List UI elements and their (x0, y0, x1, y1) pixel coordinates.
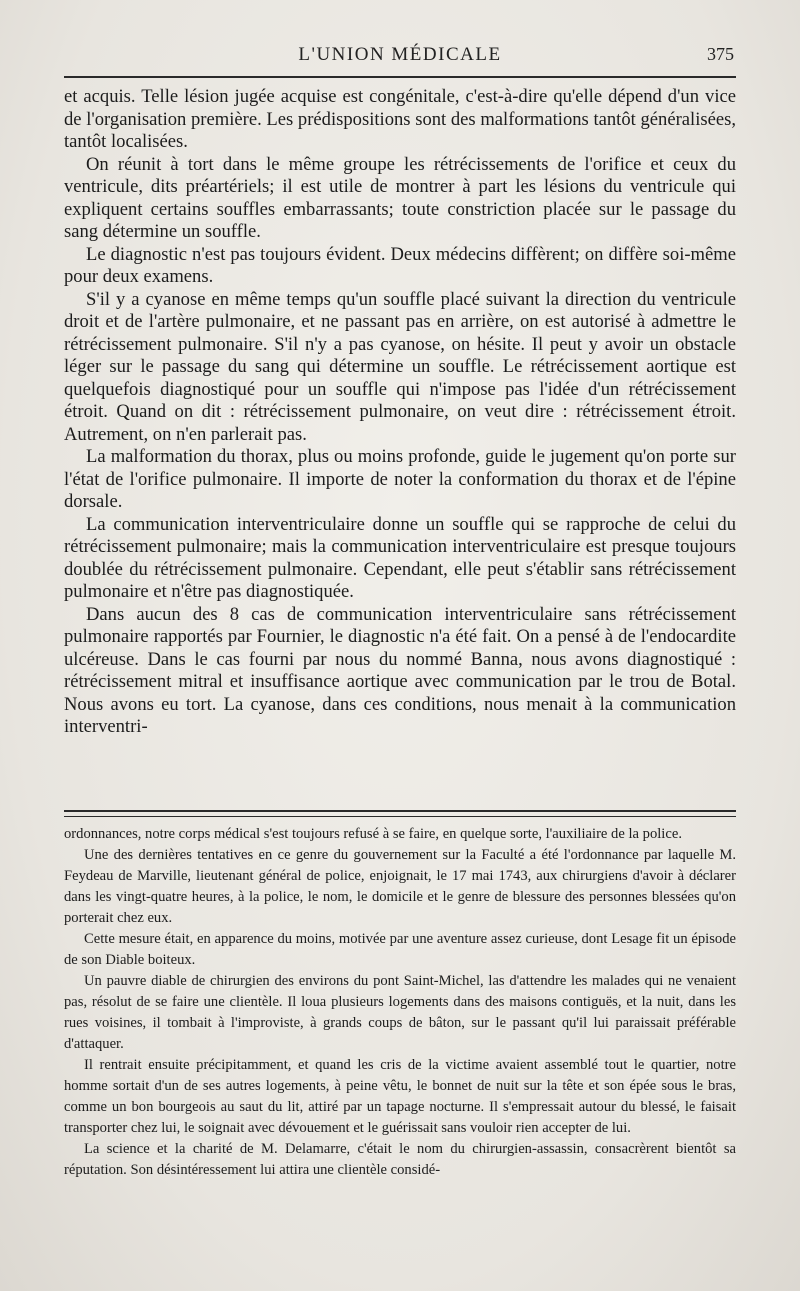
paragraph: La communication interventriculaire donne un souffle qui se rapproche de celui du rétrécissement pulmonaire; mais la communication interventriculaire est presque toujours doublée du rétrécissement pulmonaire. Cependant, elle peut s'établir sans rétrécissement pulmonaire et n'être pas diagnostiquée. (64, 513, 736, 602)
note-paragraph: La science et la charité de M. Delamarre, c'était le nom du chirurgien-assassin, consacrèrent bientôt sa réputation. Son désintéressement lui attira une clientèle considé- (64, 1141, 736, 1178)
note-paragraph: Un pauvre diable de chirurgien des environs du pont Saint-Michel, las d'attendre les malades qui ne venaient pas, résolut de se faire une clientèle. Il loua plusieurs logements dans des maisons contiguës, et la nuit, dans les rues voisines, il tombait à l'improviste, à grands coups de bâton, sur le passant qu'il lui paraissait préférable d'attaquer. (64, 973, 736, 1052)
page-number: 375 (707, 44, 734, 64)
paragraph: La malformation du thorax, plus ou moins profonde, guide le jugement qu'on porte sur l'état de l'orifice pulmonaire. Il importe de noter la conformation du thorax et de l'épine dorsale. (64, 446, 736, 512)
note-paragraph: ordonnances, notre corps médical s'est toujours refusé à se faire, en quelque sorte, l'auxiliaire de la police. (64, 826, 682, 842)
main-text (64, 86, 736, 739)
paragraph: Dans aucun des 8 cas de communication interventriculaire sans rétrécissement pulmonaire rapportés par Fournier, le diagnostic n'a été fait. On a pensé à de l'endocardite ulcéreuse. Dans le cas fourni par nous du nommé Banna, nous avons diagnostiqué : rétrécissement mitral et insuffisance aortique avec communication par le trou de Botal. Nous avons eu tort. La cyanose, dans ces conditions, nous menait à la communication interventri- (64, 603, 736, 737)
section-divider (64, 810, 736, 817)
note-paragraph: Cette mesure était, en apparence du moins, motivée par une aventure assez curieuse, dont Lesage fit un épisode de son Diable boiteux. (64, 931, 736, 968)
running-title: L'UNION MÉDICALE (298, 44, 502, 65)
page-header (64, 44, 736, 72)
feuilleton-text (64, 824, 736, 1181)
paragraph: On réunit à tort dans le même groupe les rétrécissements de l'orifice et ceux du ventricule, dits préartériels; il est utile de montrer à part les lésions du ventricule qui expliquent certains souffles embarrassants; toute constriction placée sur le passage du sang détermine un souffle. (64, 153, 736, 242)
header-rule (64, 76, 736, 78)
paragraph: et acquis. Telle lésion jugée acquise est congénitale, c'est-à-dire qu'elle dépend d'un vice de l'organisation première. Les prédispositions sont des malformations tantôt généralisées, tantôt localisées. (64, 86, 736, 152)
note-paragraph: Il rentrait ensuite précipitamment, et quand les cris de la victime avaient assemblé tout le quartier, notre homme sortait d'un de ses autres logements, à peine vêtu, le bonnet de nuit sur la tête et son épée sous le bras, comme un bon bourgeois au saut du lit, attiré par un tapage nocturne. Il s'empressait autour du blessé, le faisait transporter chez lui, le soignait avec dévouement et le guérissait sans vouloir rien accepter de lui. (64, 1057, 736, 1136)
paragraph: S'il y a cyanose en même temps qu'un souffle placé suivant la direction du ventricule droit et de l'artère pulmonaire, et ne passant pas en arrière, on est autorisé à admettre le rétrécissement pulmonaire. S'il n'y a pas cyanose, on hésite. Il peut y avoir un obstacle léger sur le passage du sang qui détermine un souffle. Le rétrécissement aortique est quelquefois diagnostiqué pour un souffle qui n'impose pas l'idée d'un rétrécissement étroit. Quand on dit : rétrécissement pulmonaire, on veut dire : rétrécissement étroit. Autrement, on n'en parlerait pas. (64, 288, 736, 445)
paragraph: Le diagnostic n'est pas toujours évident. Deux médecins diffèrent; on diffère soi-même pour deux examens. (64, 243, 736, 287)
note-paragraph: Une des dernières tentatives en ce genre du gouvernement sur la Faculté a été l'ordonnance par laquelle M. Feydeau de Marville, lieutenant général de police, enjoignait, le 17 mai 1743, aux chirurgiens d'avoir à déclarer dans les vingt-quatre heures, à la police, le nom, le domicile et le genre de blessure des personnes blessées qu'on porterait chez eux. (64, 847, 736, 926)
